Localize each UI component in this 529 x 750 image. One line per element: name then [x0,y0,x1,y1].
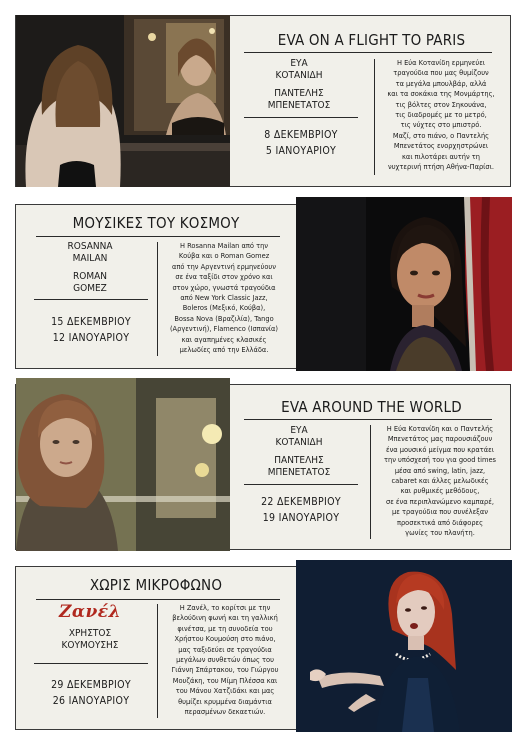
performer-name: ROSANNA [67,241,113,252]
event-dates [244,494,358,526]
performer-name: ΕΥΑ [290,425,308,436]
event-title: ΧΩΡΙΣ ΜΙΚΡΟΦΩΝΟ [89,576,223,594]
performers [244,425,354,479]
divider [244,117,358,118]
performers [244,58,354,112]
performer-name: ΚΟΤΑΝΙΔΗ [275,70,323,81]
event-title: EVA ON A FLIGHT TO PARIS [277,31,466,49]
event-date: 19 ΙΑΝΟΥΑΡΙΟΥ [262,512,340,524]
divider [244,419,492,420]
performer-name: GOMEZ [73,283,107,294]
event-dates [244,127,358,159]
event-dates [34,314,148,346]
divider [374,59,375,175]
event-title: EVA AROUND THE WORLD [281,398,462,416]
event-date: 8 ΔΕΚΕΜΒΡΙΟΥ [264,129,338,141]
performer-name: ΚΟΤΑΝΙΔΗ [275,437,323,448]
divider [36,599,280,600]
singer-at-mirror-photo [16,15,230,187]
event-description: Η Rosanna Mailan από την Κούβα και ο Roman Gomez από την Αργεντινή ερμηνεύουν σε ένα ταξίδι στον χρόνο και στον χώρο, γνωστά τραγούδια από New York Classic Jazz, Boleros (Μεξικό, Κούβα), Bossa Nova (Βραζιλία), Tango (Αργεντινή), Flamenco (Ισπανία) και αγαπημένες κλασικές μελωδίες από την Ελλάδα. [169,241,279,355]
divider [34,299,148,300]
singer-performing-photo [296,560,512,732]
performers [34,241,146,295]
event-date: 26 ΙΑΝΟΥΑΡΙΟΥ [52,695,130,707]
singer-window-photo [16,378,230,551]
divider [244,484,358,485]
zanel-logo: Ζανέλ [58,602,122,622]
event-dates [34,677,148,709]
event-date: 5 ΙΑΝΟΥΑΡΙΟΥ [265,145,337,157]
performer-name: MAILAN [72,253,108,264]
divider [34,663,148,664]
performer-name: ΠΑΝΤΕΛΗΣ [274,88,324,99]
performer-name: ΚΟΥΜΟΥΣΗΣ [61,640,119,651]
performer-name: ΕΥΑ [290,58,308,69]
event-date: 29 ΔΕΚΕΜΒΡΙΟΥ [51,679,131,691]
event-date: 15 ΔΕΚΕΜΒΡΙΟΥ [51,316,131,328]
performer-name: ΜΠΕΝΕΤΑΤΟΣ [267,100,331,111]
singer-red-curtain-photo [296,197,512,371]
divider [36,236,280,237]
event-description: Η Εύα Κοτανίδη και ο Παντελής Μπενετάτος μας παρουσιάζουν ένα μουσικό μείγμα που κρατάει την υπόσχεσή του για good times μέσα από swing, latin, jazz, cabaret και άλλες μελωδικές και ρυθμικές μεθόδους, σε ένα περιπλανώμενο καμπαρέ, με τραγούδια που συνέλεξαν προσεκτικά από διάφορες γωνίες του πλανήτη. [383,424,497,538]
performer-name: ΜΠΕΝΕΤΑΤΟΣ [267,467,331,478]
performers [34,628,146,652]
performer-name: ΠΑΝΤΕΛΗΣ [274,455,324,466]
divider [244,52,492,53]
event-date: 22 ΔΕΚΕΜΒΡΙΟΥ [261,496,341,508]
event-description: Η Ζανέλ, το κορίτσι με την βελούδινη φωνή και τη γαλλική φινέτσα, με τη συνοδεία του Χρήστου Κουμούση στο πιάνο, μας ταξιδεύει σε τραγούδια μεγάλων συνθετών όπως του Γιάννη Σπάρτακου, του Γιώργου Μουζάκη, του Μίμη Πλέσσα και του Μάνου Χατζιδάκι και μας θυμίζει κρυμμένα διαμάντια περασμένων δεκαετιών. [171,603,279,717]
performer-name: ΧΡΗΣΤΟΣ [68,628,112,639]
event-title: ΜΟΥΣΙΚΕΣ ΤΟΥ ΚΟΣΜΟΥ [72,214,240,232]
event-description: Η Εύα Κοτανίδη ερμηνεύει τραγούδια που μας θυμίζουν τα μεγάλα μπουλβάρ, αλλά και τα σοκάκια της Μονμάρτης, τις βόλτες στον Σηκουάνα, τις διαδρομές με το μετρό, τις νύχτες στο μπιστρό. Μαζί, στο πιάνο, ο Παντελής Μπενετάτος ενορχηστρώνει και πιλοτάρει αυτήν τη νυχτερινή πτήση Αθήνα-Παρίσι. [387,58,495,172]
event-date: 12 ΙΑΝΟΥΑΡΙΟΥ [52,332,130,344]
performer-name: ROMAN [73,271,107,282]
